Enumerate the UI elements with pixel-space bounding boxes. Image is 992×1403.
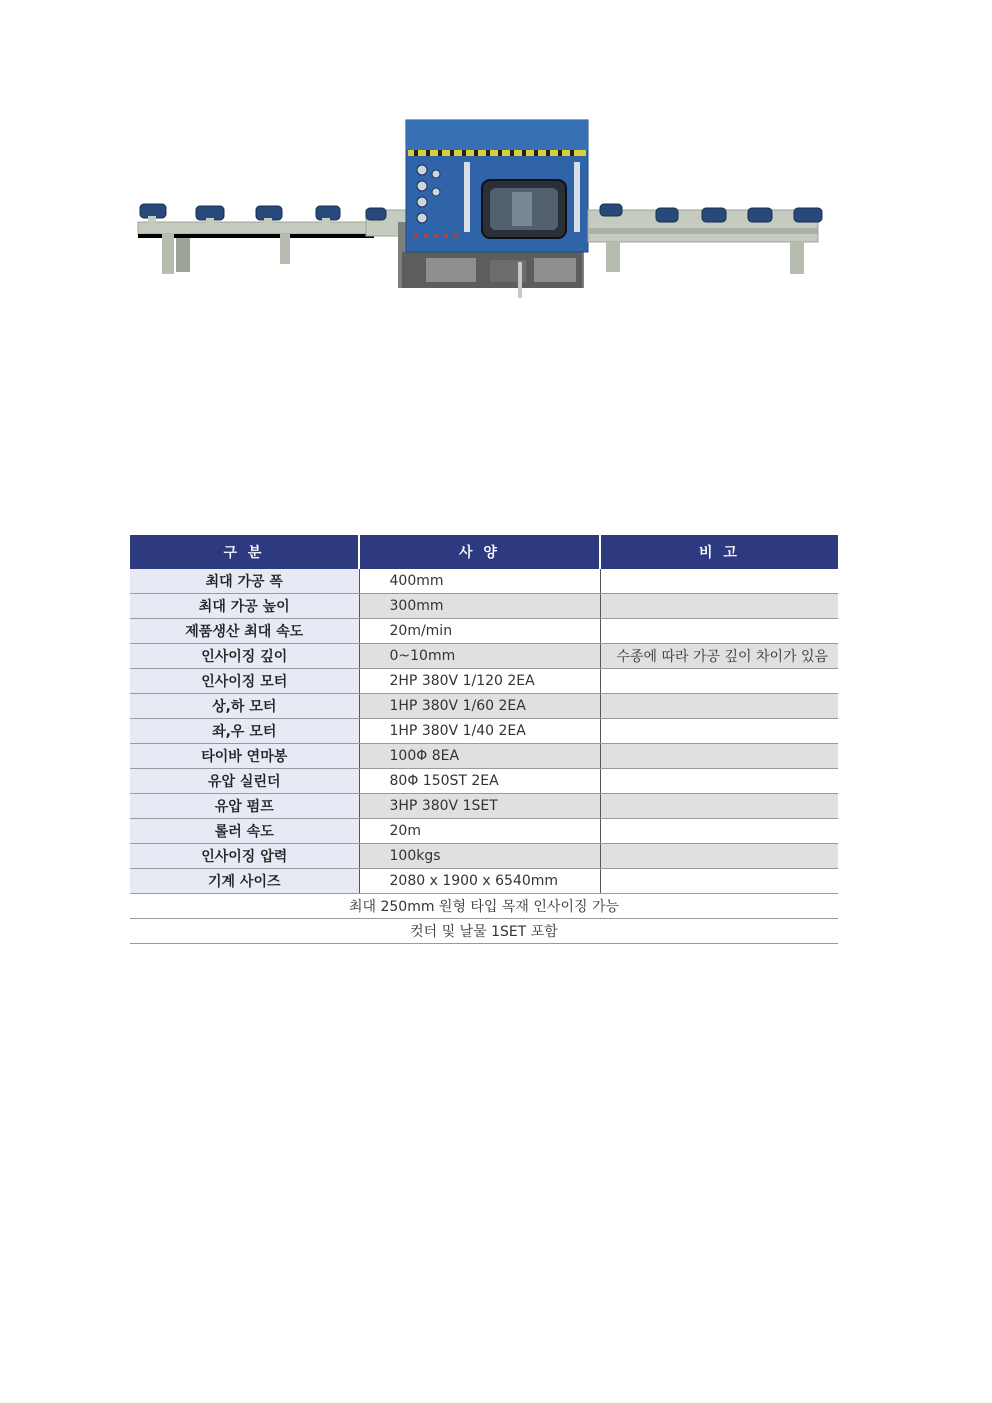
table-row bbox=[130, 794, 838, 819]
row-spec: 2080 x 1900 x 6540mm bbox=[359, 869, 600, 894]
row-label: 상,하 모터 bbox=[130, 694, 359, 719]
header-category: 구 분 bbox=[130, 535, 359, 569]
row-spec: 20m/min bbox=[359, 619, 600, 644]
header-note: 비 고 bbox=[600, 535, 838, 569]
row-label: 좌,우 모터 bbox=[130, 719, 359, 744]
row-label: 기계 사이즈 bbox=[130, 869, 359, 894]
table-row bbox=[130, 669, 838, 694]
row-spec: 1HP 380V 1/60 2EA bbox=[359, 694, 600, 719]
footer-note: 최대 250mm 원형 타입 목재 인사이징 가능 bbox=[130, 894, 838, 919]
row-note bbox=[600, 844, 838, 869]
table-footer-row bbox=[130, 894, 838, 919]
row-note bbox=[600, 794, 838, 819]
spec-table bbox=[130, 535, 838, 944]
footer-note: 컷터 및 날물 1SET 포함 bbox=[130, 919, 838, 944]
table-row bbox=[130, 769, 838, 794]
table-row bbox=[130, 744, 838, 769]
table-row bbox=[130, 844, 838, 869]
header-spec: 사 양 bbox=[359, 535, 600, 569]
row-spec: 100Φ 8EA bbox=[359, 744, 600, 769]
row-spec: 2HP 380V 1/120 2EA bbox=[359, 669, 600, 694]
row-note bbox=[600, 569, 838, 594]
row-spec: 80Φ 150ST 2EA bbox=[359, 769, 600, 794]
row-label: 유압 실린더 bbox=[130, 769, 359, 794]
row-label: 유압 펌프 bbox=[130, 794, 359, 819]
table-row bbox=[130, 869, 838, 894]
row-spec: 0~10mm bbox=[359, 644, 600, 669]
row-label: 최대 가공 높이 bbox=[130, 594, 359, 619]
row-spec: 400mm bbox=[359, 569, 600, 594]
row-spec: 3HP 380V 1SET bbox=[359, 794, 600, 819]
row-note bbox=[600, 694, 838, 719]
machine-image bbox=[130, 112, 842, 302]
left-conveyor bbox=[138, 204, 406, 274]
row-spec: 20m bbox=[359, 819, 600, 844]
row-label: 인사이징 깊이 bbox=[130, 644, 359, 669]
table-row bbox=[130, 644, 838, 669]
row-note bbox=[600, 819, 838, 844]
table-row bbox=[130, 569, 838, 594]
row-label: 최대 가공 폭 bbox=[130, 569, 359, 594]
row-spec: 100kgs bbox=[359, 844, 600, 869]
row-note: 수종에 따라 가공 깊이 차이가 있음 bbox=[600, 644, 838, 669]
table-header bbox=[130, 535, 838, 569]
table-row bbox=[130, 719, 838, 744]
row-note bbox=[600, 594, 838, 619]
table-row bbox=[130, 694, 838, 719]
row-note bbox=[600, 769, 838, 794]
table-footer-row bbox=[130, 919, 838, 944]
row-note bbox=[600, 619, 838, 644]
table-row bbox=[130, 594, 838, 619]
row-label: 인사이징 압력 bbox=[130, 844, 359, 869]
table-row bbox=[130, 819, 838, 844]
row-label: 제품생산 최대 속도 bbox=[130, 619, 359, 644]
row-note bbox=[600, 869, 838, 894]
row-spec: 1HP 380V 1/40 2EA bbox=[359, 719, 600, 744]
row-label: 인사이징 모터 bbox=[130, 669, 359, 694]
row-spec: 300mm bbox=[359, 594, 600, 619]
machine-body bbox=[398, 120, 588, 298]
row-note bbox=[600, 669, 838, 694]
table-row bbox=[130, 619, 838, 644]
right-conveyor bbox=[588, 204, 822, 274]
row-note bbox=[600, 719, 838, 744]
row-label: 타이바 연마봉 bbox=[130, 744, 359, 769]
row-label: 롤러 속도 bbox=[130, 819, 359, 844]
row-note bbox=[600, 744, 838, 769]
